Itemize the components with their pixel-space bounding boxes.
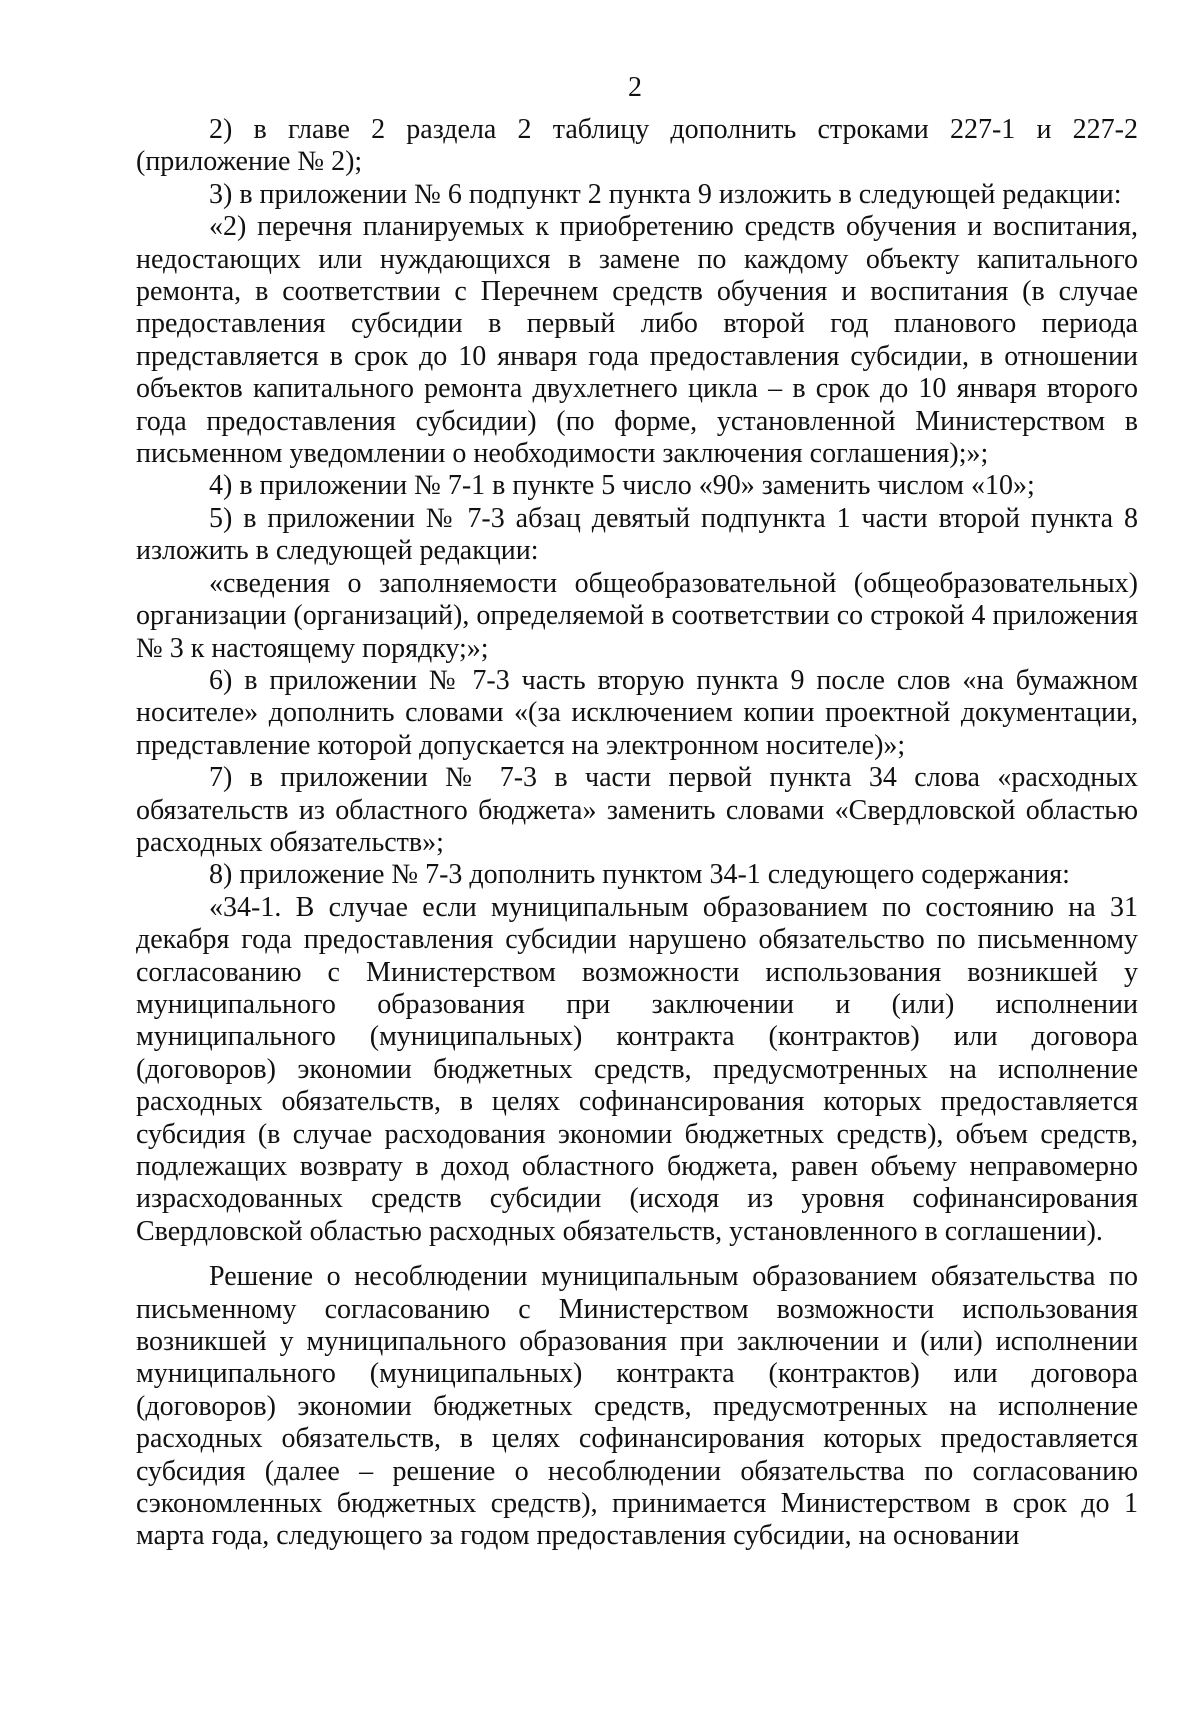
paragraph-item-6: 6) в приложении № 7-3 часть вторую пункта 9 после слов «на бумажном носителе» дополнить словами «(за исключением копии проектной документации, представление которой допускается на электронном носителе)»; bbox=[136, 664, 1138, 761]
paragraph-quote-svedeniya: «сведения о заполняемости общеобразовательной (общеобразовательных) организации (организаций), определяемой в соответствии со строкой 4 приложения № 3 к настоящему порядку;»; bbox=[136, 567, 1138, 664]
paragraph-quote-34-1: «34-1. В случае если муниципальным образованием по состоянию на 31 декабря года предоставления субсидии нарушено обязательство по письменному согласованию с Министерством возможности использования возникшей у муниципального образования при заключении и (или) исполнении муниципального (муниципальных) контракта (контрактов) или договора (договоров) экономии бюджетных средств, предусмотренных на исполнение расходных обязательств, в целях софинансирования которых предоставляется субсидия (в случае расходования экономии бюджетных средств), объем средств, подлежащих возврату в доход областного бюджета, равен объему неправомерно израсходованных средств субсидии (исходя из уровня софинансирования Свердловской областью расходных обязательств, установленного в соглашении). bbox=[136, 891, 1138, 1247]
page-number: 2 bbox=[628, 72, 642, 103]
paragraph-item-3: 3) в приложении № 6 подпункт 2 пункта 9 изложить в следующей редакции: bbox=[209, 178, 1122, 210]
document-body bbox=[136, 114, 1138, 1553]
paragraph-decision: Решение о несоблюдении муниципальным образованием обязательства по письменному согласованию с Министерством возможности использования возникшей у муниципального образования при заключении и (или) исполнении муниципального (муниципальных) контракта (контрактов) или договора (договоров) экономии бюджетных средств, предусмотренных на исполнение расходных обязательств, в целях софинансирования которых предоставляется субсидия (далее – решение о несоблюдении обязательства по согласованию сэкономленных бюджетных средств), принимается Министерством в срок до 1 марта года, следующего за годом предоставления субсидии, на основании bbox=[136, 1261, 1138, 1552]
paragraph-item-5: 5) в приложении № 7-3 абзац девятый подпункта 1 части второй пункта 8 изложить в следующей редакции: bbox=[136, 502, 1138, 567]
paragraph-item-8: 8) приложение № 7-3 дополнить пунктом 34-1 следующего содержания: bbox=[209, 859, 1070, 891]
paragraph-quote-2: «2) перечня планируемых к приобретению средств обучения и воспитания, недостающих или нуждающихся в замене по каждому объекту капитального ремонта, в соответствии с Перечнем средств обучения и воспитания (в случае предоставления субсидии в первый либо второй год планового периода представляется в срок до 10 января года предоставления субсидии, в отношении объектов капитального ремонта двухлетнего цикла – в срок до 10 января второго года предоставления субсидии) (по форме, установленной Министерством в письменном уведомлении о необходимости заключения соглашения);»; bbox=[136, 211, 1138, 470]
paragraph-item-7: 7) в приложении № 7-3 в части первой пункта 34 слова «расходных обязательств из областного бюджета» заменить словами «Свердловской областью расходных обязательств»; bbox=[136, 762, 1138, 858]
paragraph-item-2: 2) в главе 2 раздела 2 таблицу дополнить строками 227-1 и 227-2 (приложение № 2); bbox=[136, 114, 1138, 178]
paragraph-item-4: 4) в приложении № 7-1 в пункте 5 число «90» заменить числом «10»; bbox=[209, 470, 1035, 502]
